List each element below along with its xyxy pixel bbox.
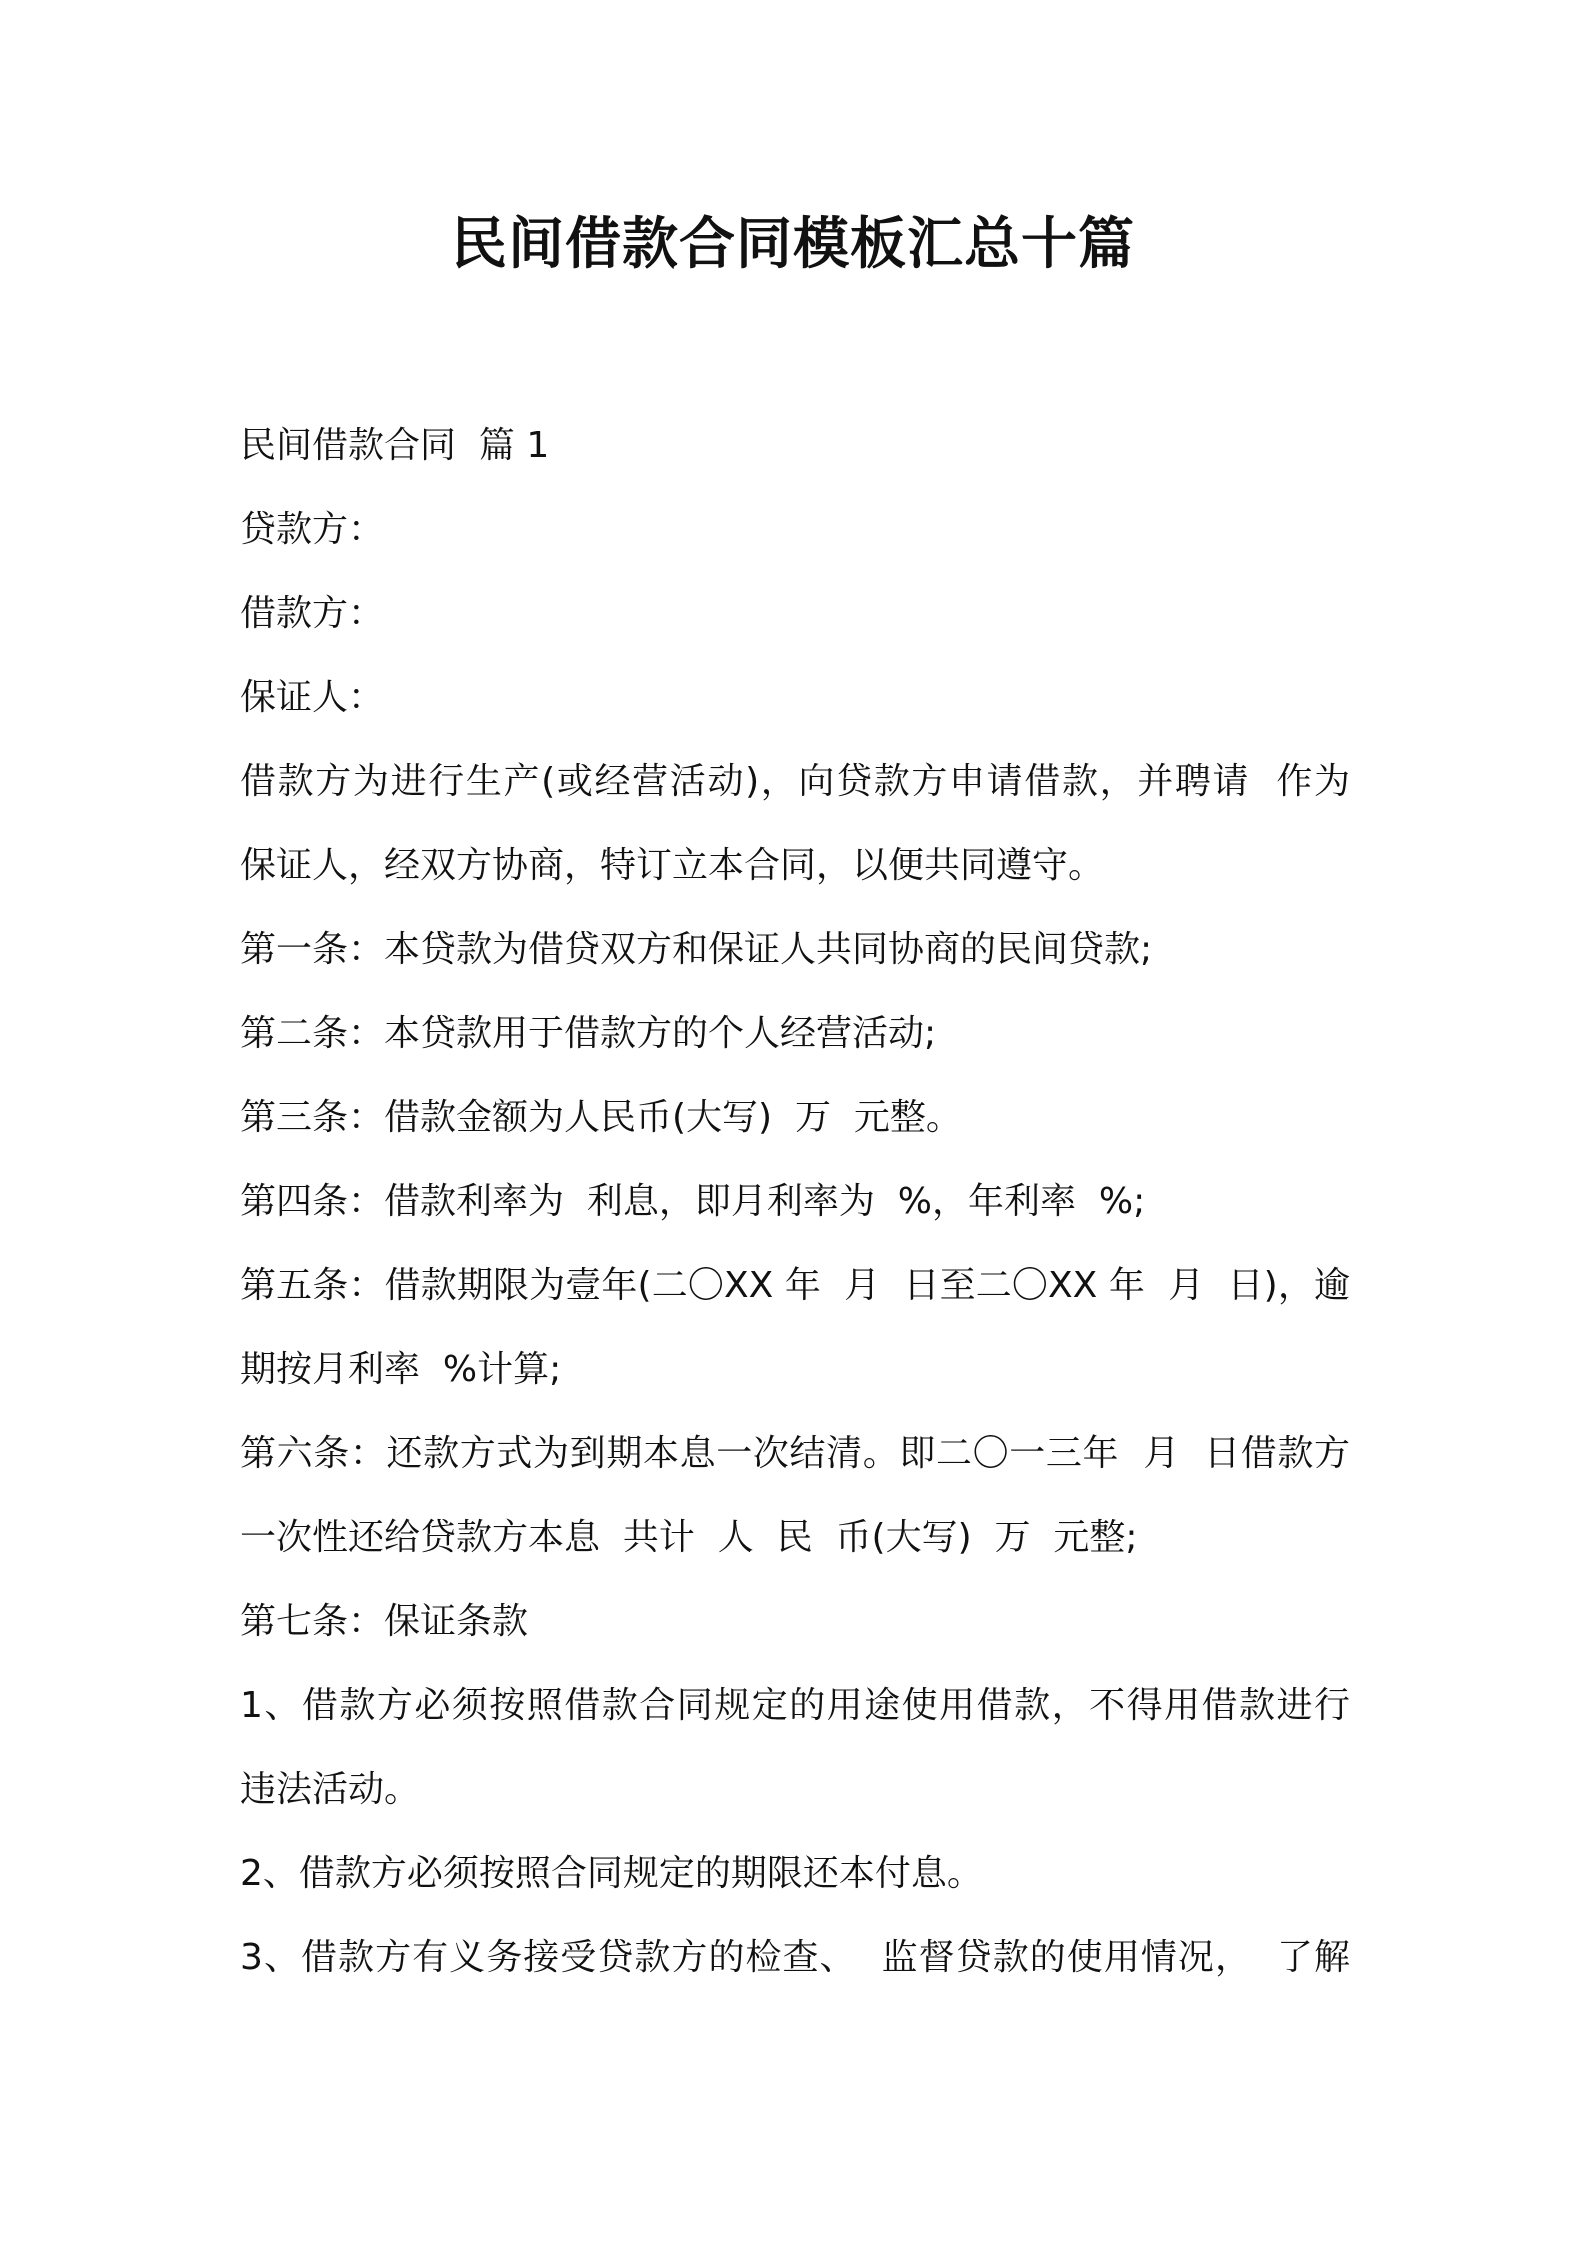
document-line: 期按月利率 %计算;: [240, 1349, 562, 1390]
document-line: 第五条：借款期限为壹年(二〇XX 年 月 日至二〇XX 年 月 日)，逾: [240, 1265, 1350, 1306]
document-line: 2、借款方必须按照合同规定的期限还本付息。: [240, 1853, 983, 1894]
document-line: 第二条：本贷款用于借款方的个人经营活动;: [240, 1013, 937, 1054]
document-line: 第六条：还款方式为到期本息一次结清。即二〇一三年 月 日借款方: [240, 1433, 1350, 1474]
document-line: 违法活动。: [240, 1769, 421, 1810]
document-line: 第四条：借款利率为 利息，即月利率为 %，年利率 %;: [240, 1181, 1146, 1222]
document-line: 贷款方：: [240, 509, 385, 550]
document-line: 第三条：借款金额为人民币(大写) 万 元整。: [240, 1097, 962, 1138]
document-line: 借款方：: [240, 593, 385, 634]
document-line: 第七条：保证条款: [240, 1601, 529, 1642]
document-line: 一次性还给贷款方本息 共计 人 民 币(大写) 万 元整;: [240, 1517, 1138, 1558]
document-line: 保证人：: [240, 677, 385, 718]
document-line: 1、借款方必须按照借款合同规定的用途使用借款，不得用借款进行: [240, 1685, 1350, 1726]
document-body: [240, 404, 1350, 2000]
document-line: 保证人，经双方协商，特订立本合同，以便共同遵守。: [240, 845, 1105, 886]
document-title: 民间借款合同模板汇总十篇: [451, 212, 1135, 277]
document-line: 借款方为进行生产(或经营活动)，向贷款方申请借款，并聘请 作为: [240, 761, 1350, 802]
document-line: 民间借款合同 篇 1: [240, 425, 550, 466]
document-line: 3、借款方有义务接受贷款方的检查、 监督贷款的使用情况， 了解: [240, 1937, 1350, 1978]
document-line: 第一条：本贷款为借贷双方和保证人共同协商的民间贷款;: [240, 929, 1153, 970]
